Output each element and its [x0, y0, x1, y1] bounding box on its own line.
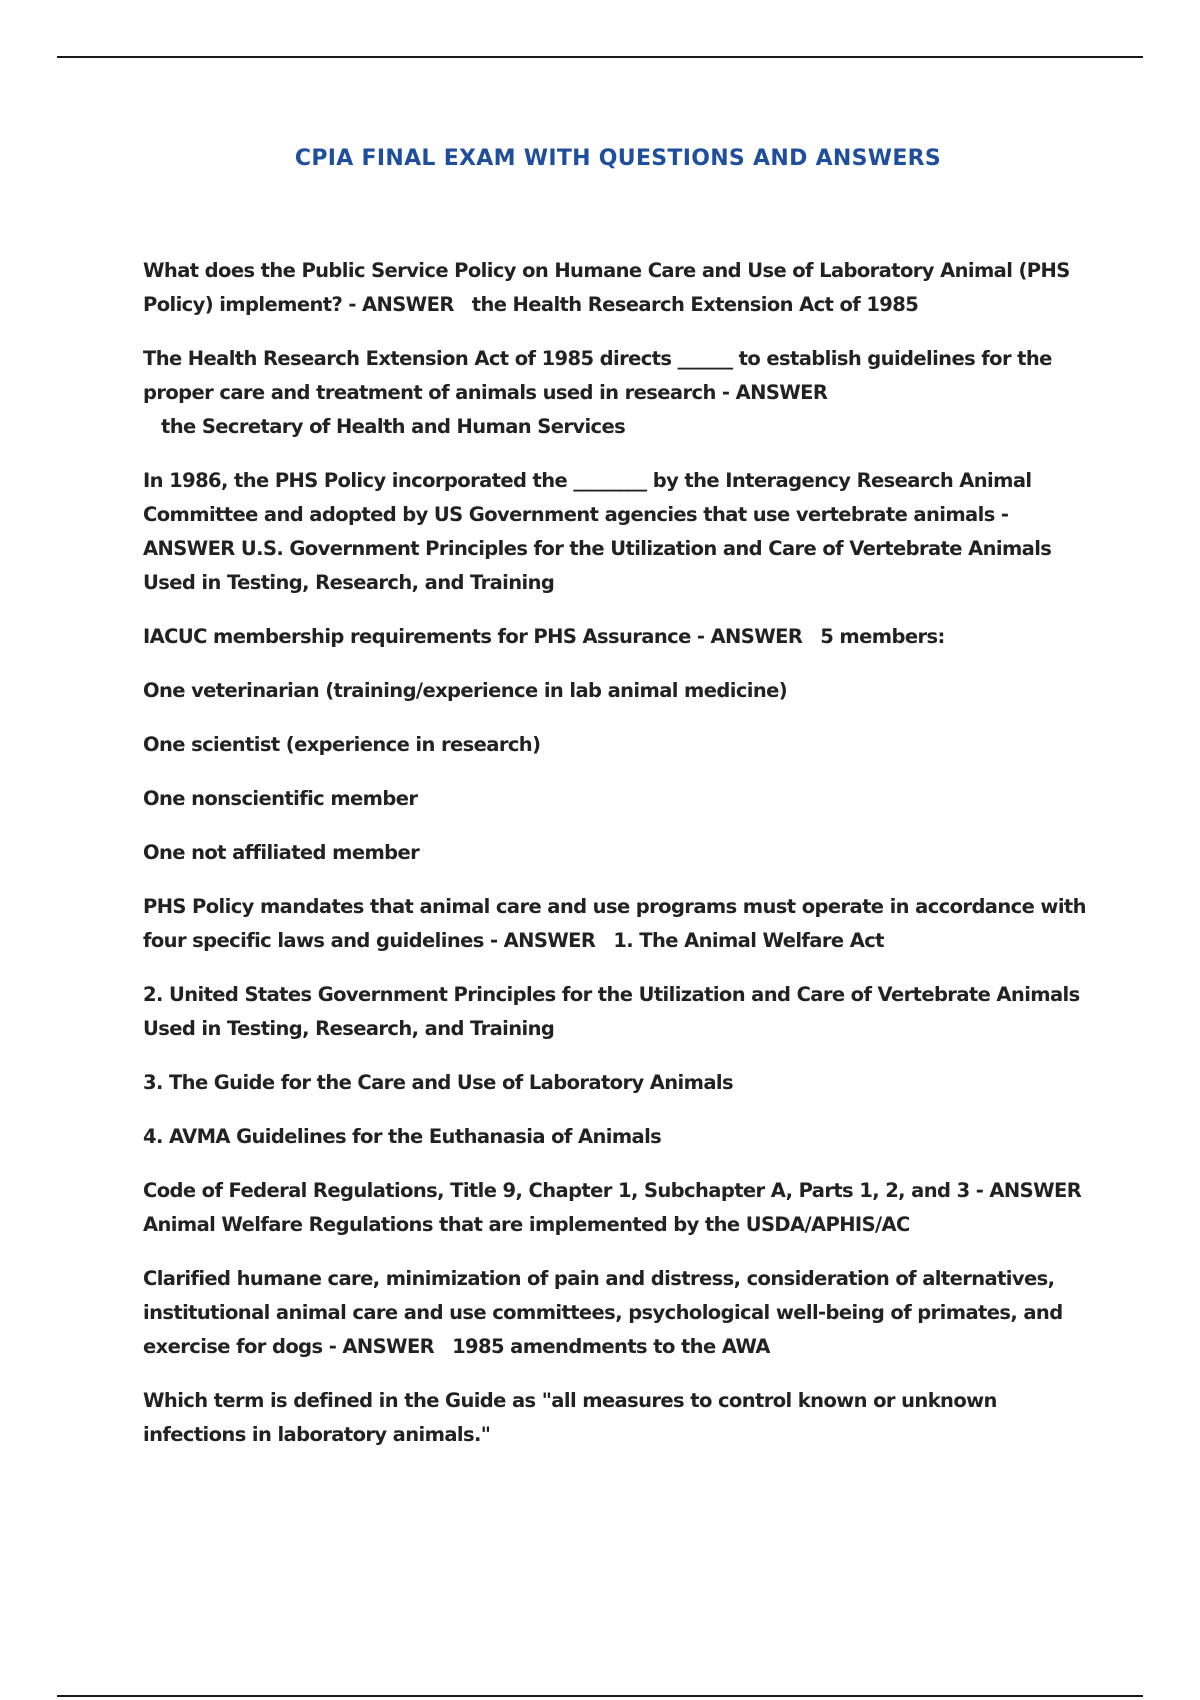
member-line: One not affiliated member — [143, 841, 420, 864]
question-text: What does the Public Service Policy on Humane Care and Use of Laboratory Animal (PHS Policy) implement? - ANSWER — [143, 259, 1070, 316]
question-text: The Health Research Extension Act of 1985 directs ______ to establish guidelines for the proper care and treatment of animals used in research - ANSWER — [143, 347, 1052, 404]
question-text: In 1986, the PHS Policy incorporated the ________ by the Interagency Research Animal Committee and adopted by US Government agencies that use vertebrate animals - ANSWER — [143, 469, 1032, 560]
law-line: 3. The Guide for the Care and Use of Laboratory Animals — [143, 1071, 734, 1094]
answer-text: the Health Research Extension Act of 1985 — [471, 293, 919, 316]
qa-item — [143, 1174, 1103, 1242]
answer-text: 5 members: — [820, 625, 945, 648]
question-text: IACUC membership requirements for PHS Assurance - ANSWER — [143, 625, 803, 648]
law-line: 2. United States Government Principles for the Utilization and Care of Vertebrate Animals Used in Testing, Research, and Training — [143, 983, 1080, 1040]
qa-item — [143, 1262, 1103, 1364]
answer-text: 1985 amendments to the AWA — [452, 1335, 770, 1358]
answer-text: U.S. Government Principles for the Utilization and Care of Vertebrate Animals Used in Testing, Research, and Training — [143, 537, 1052, 594]
question-text: Code of Federal Regulations, Title 9, Chapter 1, Subchapter A, Parts 1, 2, and 3 - ANSWER — [143, 1179, 1082, 1202]
member-line: One veterinarian (training/experience in lab animal medicine) — [143, 679, 788, 702]
member-line: One scientist (experience in research) — [143, 733, 541, 756]
qa-item — [143, 620, 1103, 654]
qa-item — [143, 254, 1103, 322]
question-text: Clarified humane care, minimization of pain and distress, consideration of alternatives, institutional animal care and use committees, psychological well-being of primates, and exercise for dogs - ANSWER — [143, 1267, 1063, 1358]
qa-item — [143, 342, 1103, 444]
qa-item — [143, 464, 1103, 600]
bottom-rule — [57, 1695, 1143, 1697]
member-line: One nonscientific member — [143, 787, 418, 810]
top-rule — [57, 56, 1143, 58]
question-text: PHS Policy mandates that animal care and use programs must operate in accordance with four specific laws and guidelines - ANSWER — [143, 895, 1086, 952]
law-line: 4. AVMA Guidelines for the Euthanasia of Animals — [143, 1125, 662, 1148]
question-text: Which term is defined in the Guide as "all measures to control known or unknown infections in laboratory animals." — [143, 1389, 997, 1446]
qa-item — [143, 890, 1103, 958]
document-title: CPIA FINAL EXAM WITH QUESTIONS AND ANSWERS — [294, 146, 942, 171]
document-body — [143, 254, 1103, 1472]
answer-text: the Secretary of Health and Human Services — [161, 415, 626, 438]
answer-text: Animal Welfare Regulations that are implemented by the USDA/APHIS/AC — [143, 1213, 910, 1236]
answer-text: 1. The Animal Welfare Act — [613, 929, 884, 952]
